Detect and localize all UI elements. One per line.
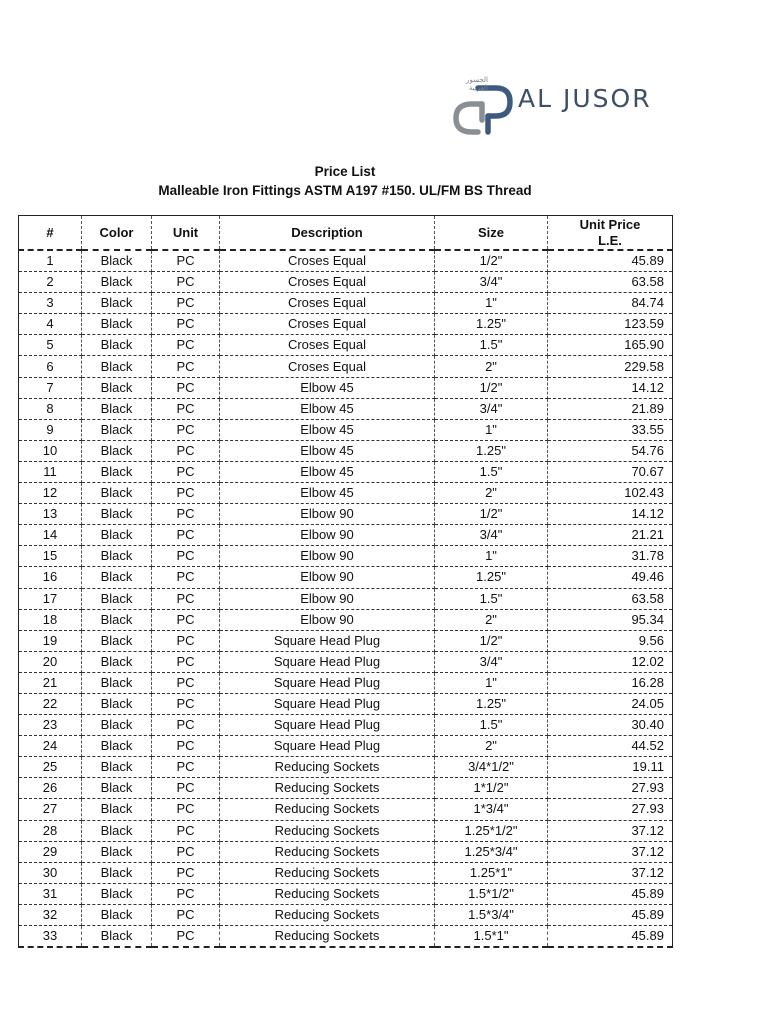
cell-size: 1" bbox=[435, 672, 548, 693]
cell-size: 1.25" bbox=[435, 693, 548, 714]
cell-color: Black bbox=[82, 504, 152, 525]
cell-color: Black bbox=[82, 440, 152, 461]
cell-size: 1.5*1/2" bbox=[435, 883, 548, 904]
cell-color: Black bbox=[82, 609, 152, 630]
cell-description: Croses Equal bbox=[220, 356, 435, 377]
cell-unit: PC bbox=[152, 778, 220, 799]
cell-unit-price: 14.12 bbox=[548, 504, 673, 525]
cell-unit-price: 63.58 bbox=[548, 272, 673, 293]
cell-size: 1.25" bbox=[435, 314, 548, 335]
cell-unit: PC bbox=[152, 335, 220, 356]
table-row bbox=[19, 272, 673, 293]
cell-unit: PC bbox=[152, 525, 220, 546]
cell-color: Black bbox=[82, 314, 152, 335]
cell-description: Elbow 90 bbox=[220, 588, 435, 609]
cell-unit: PC bbox=[152, 398, 220, 419]
cell-size: 3/4" bbox=[435, 525, 548, 546]
cell-index: 3 bbox=[19, 293, 82, 314]
table-row bbox=[19, 250, 673, 272]
cell-color: Black bbox=[82, 820, 152, 841]
table-header-row bbox=[19, 216, 673, 251]
cell-unit: PC bbox=[152, 715, 220, 736]
cell-unit: PC bbox=[152, 904, 220, 925]
cell-unit-price: 84.74 bbox=[548, 293, 673, 314]
cell-index: 7 bbox=[19, 377, 82, 398]
cell-description: Croses Equal bbox=[220, 272, 435, 293]
cell-description: Reducing Sockets bbox=[220, 778, 435, 799]
cell-color: Black bbox=[82, 250, 152, 272]
cell-index: 18 bbox=[19, 609, 82, 630]
cell-index: 28 bbox=[19, 820, 82, 841]
cell-unit: PC bbox=[152, 504, 220, 525]
cell-description: Square Head Plug bbox=[220, 651, 435, 672]
cell-color: Black bbox=[82, 904, 152, 925]
cell-color: Black bbox=[82, 672, 152, 693]
cell-description: Elbow 45 bbox=[220, 461, 435, 482]
cell-index: 8 bbox=[19, 398, 82, 419]
cell-unit: PC bbox=[152, 672, 220, 693]
cell-size: 1.5" bbox=[435, 715, 548, 736]
cell-unit: PC bbox=[152, 356, 220, 377]
cell-size: 3/4" bbox=[435, 272, 548, 293]
cell-unit-price: 45.89 bbox=[548, 250, 673, 272]
cell-index: 1 bbox=[19, 250, 82, 272]
table-row bbox=[19, 672, 673, 693]
cell-index: 21 bbox=[19, 672, 82, 693]
cell-color: Black bbox=[82, 630, 152, 651]
cell-unit-price: 12.02 bbox=[548, 651, 673, 672]
cell-unit: PC bbox=[152, 651, 220, 672]
table-row bbox=[19, 757, 673, 778]
cell-unit-price: 9.56 bbox=[548, 630, 673, 651]
cell-unit: PC bbox=[152, 567, 220, 588]
logo-brand-text: AL JUSOR bbox=[518, 84, 652, 113]
column-header-unit-price: Unit Price L.E. bbox=[548, 216, 673, 251]
cell-description: Elbow 90 bbox=[220, 525, 435, 546]
cell-description: Elbow 90 bbox=[220, 504, 435, 525]
cell-unit: PC bbox=[152, 377, 220, 398]
cell-unit: PC bbox=[152, 461, 220, 482]
cell-unit: PC bbox=[152, 883, 220, 904]
page-title: Price List bbox=[314, 164, 376, 179]
cell-color: Black bbox=[82, 588, 152, 609]
cell-unit: PC bbox=[152, 250, 220, 272]
cell-unit: PC bbox=[152, 736, 220, 757]
price-table-container bbox=[18, 215, 672, 948]
cell-description: Reducing Sockets bbox=[220, 757, 435, 778]
cell-description: Reducing Sockets bbox=[220, 926, 435, 948]
table-row bbox=[19, 398, 673, 419]
cell-unit-price: 16.28 bbox=[548, 672, 673, 693]
cell-unit-price: 49.46 bbox=[548, 567, 673, 588]
cell-size: 1" bbox=[435, 293, 548, 314]
cell-unit: PC bbox=[152, 862, 220, 883]
cell-unit-price: 37.12 bbox=[548, 820, 673, 841]
cell-color: Black bbox=[82, 778, 152, 799]
cell-index: 25 bbox=[19, 757, 82, 778]
cell-unit-price: 95.34 bbox=[548, 609, 673, 630]
table-row bbox=[19, 293, 673, 314]
cell-index: 22 bbox=[19, 693, 82, 714]
table-row bbox=[19, 525, 673, 546]
table-row bbox=[19, 778, 673, 799]
table-row bbox=[19, 651, 673, 672]
cell-description: Square Head Plug bbox=[220, 736, 435, 757]
cell-description: Elbow 45 bbox=[220, 377, 435, 398]
cell-size: 1.5" bbox=[435, 335, 548, 356]
cell-description: Reducing Sockets bbox=[220, 904, 435, 925]
cell-index: 29 bbox=[19, 841, 82, 862]
cell-color: Black bbox=[82, 335, 152, 356]
cell-color: Black bbox=[82, 926, 152, 948]
cell-description: Elbow 45 bbox=[220, 398, 435, 419]
column-header-description: Description bbox=[220, 216, 435, 251]
table-row bbox=[19, 841, 673, 862]
cell-unit-price: 37.12 bbox=[548, 862, 673, 883]
cell-color: Black bbox=[82, 272, 152, 293]
table-row bbox=[19, 483, 673, 504]
cell-index: 26 bbox=[19, 778, 82, 799]
cell-index: 30 bbox=[19, 862, 82, 883]
cell-index: 10 bbox=[19, 440, 82, 461]
cell-index: 17 bbox=[19, 588, 82, 609]
cell-size: 2" bbox=[435, 483, 548, 504]
cell-size: 1.25*3/4" bbox=[435, 841, 548, 862]
page-subtitle: Malleable Iron Fittings ASTM A197 #150. UL/FM BS Thread bbox=[158, 183, 532, 198]
cell-index: 12 bbox=[19, 483, 82, 504]
cell-index: 27 bbox=[19, 799, 82, 820]
cell-description: Elbow 90 bbox=[220, 609, 435, 630]
cell-unit-price: 63.58 bbox=[548, 588, 673, 609]
cell-unit: PC bbox=[152, 293, 220, 314]
cell-unit-price: 14.12 bbox=[548, 377, 673, 398]
cell-size: 1*3/4" bbox=[435, 799, 548, 820]
table-row bbox=[19, 715, 673, 736]
cell-description: Elbow 45 bbox=[220, 440, 435, 461]
title-block bbox=[0, 162, 690, 200]
cell-color: Black bbox=[82, 567, 152, 588]
cell-unit-price: 27.93 bbox=[548, 778, 673, 799]
cell-color: Black bbox=[82, 651, 152, 672]
cell-size: 1.25" bbox=[435, 567, 548, 588]
table-row bbox=[19, 419, 673, 440]
cell-color: Black bbox=[82, 377, 152, 398]
cell-description: Croses Equal bbox=[220, 314, 435, 335]
table-row bbox=[19, 736, 673, 757]
cell-description: Elbow 90 bbox=[220, 546, 435, 567]
cell-size: 1" bbox=[435, 546, 548, 567]
cell-description: Reducing Sockets bbox=[220, 841, 435, 862]
cell-description: Square Head Plug bbox=[220, 715, 435, 736]
price-table bbox=[18, 215, 673, 948]
cell-unit-price: 102.43 bbox=[548, 483, 673, 504]
cell-size: 1.25*1" bbox=[435, 862, 548, 883]
cell-color: Black bbox=[82, 293, 152, 314]
table-row bbox=[19, 862, 673, 883]
cell-size: 2" bbox=[435, 356, 548, 377]
cell-description: Square Head Plug bbox=[220, 693, 435, 714]
cell-unit-price: 27.93 bbox=[548, 799, 673, 820]
cell-size: 1.5*1" bbox=[435, 926, 548, 948]
cell-index: 33 bbox=[19, 926, 82, 948]
cell-size: 3/4" bbox=[435, 651, 548, 672]
cell-size: 1.25*1/2" bbox=[435, 820, 548, 841]
company-logo bbox=[448, 74, 658, 138]
cell-unit: PC bbox=[152, 799, 220, 820]
cell-color: Black bbox=[82, 862, 152, 883]
cell-unit: PC bbox=[152, 693, 220, 714]
cell-unit: PC bbox=[152, 820, 220, 841]
cell-size: 1/2" bbox=[435, 504, 548, 525]
cell-size: 1/2" bbox=[435, 377, 548, 398]
cell-unit-price: 123.59 bbox=[548, 314, 673, 335]
cell-size: 3/4*1/2" bbox=[435, 757, 548, 778]
table-row bbox=[19, 926, 673, 948]
cell-size: 2" bbox=[435, 736, 548, 757]
cell-description: Croses Equal bbox=[220, 250, 435, 272]
cell-index: 14 bbox=[19, 525, 82, 546]
cell-description: Croses Equal bbox=[220, 335, 435, 356]
cell-index: 23 bbox=[19, 715, 82, 736]
table-row bbox=[19, 461, 673, 482]
cell-unit: PC bbox=[152, 926, 220, 948]
cell-description: Square Head Plug bbox=[220, 630, 435, 651]
logo-arabic-line2: العربية bbox=[468, 84, 488, 92]
table-row bbox=[19, 567, 673, 588]
cell-unit: PC bbox=[152, 588, 220, 609]
cell-size: 1.5*3/4" bbox=[435, 904, 548, 925]
cell-unit-price: 44.52 bbox=[548, 736, 673, 757]
cell-unit-price: 37.12 bbox=[548, 841, 673, 862]
column-header-index: # bbox=[19, 216, 82, 251]
cell-size: 1.25" bbox=[435, 440, 548, 461]
cell-unit: PC bbox=[152, 757, 220, 778]
cell-size: 2" bbox=[435, 609, 548, 630]
table-row bbox=[19, 588, 673, 609]
cell-color: Black bbox=[82, 799, 152, 820]
cell-index: 9 bbox=[19, 419, 82, 440]
cell-index: 6 bbox=[19, 356, 82, 377]
table-row bbox=[19, 377, 673, 398]
cell-unit-price: 30.40 bbox=[548, 715, 673, 736]
cell-color: Black bbox=[82, 715, 152, 736]
cell-index: 13 bbox=[19, 504, 82, 525]
table-row bbox=[19, 820, 673, 841]
cell-index: 15 bbox=[19, 546, 82, 567]
cell-color: Black bbox=[82, 461, 152, 482]
cell-size: 1" bbox=[435, 419, 548, 440]
cell-index: 31 bbox=[19, 883, 82, 904]
cell-color: Black bbox=[82, 483, 152, 504]
table-row bbox=[19, 504, 673, 525]
cell-size: 1.5" bbox=[435, 461, 548, 482]
cell-index: 20 bbox=[19, 651, 82, 672]
cell-color: Black bbox=[82, 736, 152, 757]
table-row bbox=[19, 440, 673, 461]
table-row bbox=[19, 693, 673, 714]
column-header-unit: Unit bbox=[152, 216, 220, 251]
cell-index: 2 bbox=[19, 272, 82, 293]
cell-index: 11 bbox=[19, 461, 82, 482]
table-row bbox=[19, 314, 673, 335]
table-row bbox=[19, 799, 673, 820]
table-row bbox=[19, 630, 673, 651]
cell-unit-price: 45.89 bbox=[548, 926, 673, 948]
logo-arabic-text bbox=[448, 76, 488, 92]
cell-color: Black bbox=[82, 883, 152, 904]
cell-unit: PC bbox=[152, 483, 220, 504]
cell-unit-price: 165.90 bbox=[548, 335, 673, 356]
cell-color: Black bbox=[82, 841, 152, 862]
logo-arabic-line1: الجسور bbox=[466, 76, 488, 84]
cell-index: 5 bbox=[19, 335, 82, 356]
cell-unit: PC bbox=[152, 440, 220, 461]
cell-index: 4 bbox=[19, 314, 82, 335]
cell-index: 24 bbox=[19, 736, 82, 757]
cell-unit: PC bbox=[152, 546, 220, 567]
cell-unit: PC bbox=[152, 841, 220, 862]
cell-color: Black bbox=[82, 525, 152, 546]
cell-color: Black bbox=[82, 757, 152, 778]
cell-color: Black bbox=[82, 356, 152, 377]
cell-color: Black bbox=[82, 693, 152, 714]
cell-size: 1.5" bbox=[435, 588, 548, 609]
table-row bbox=[19, 904, 673, 925]
table-row bbox=[19, 883, 673, 904]
cell-unit-price: 24.05 bbox=[548, 693, 673, 714]
cell-unit: PC bbox=[152, 419, 220, 440]
cell-unit: PC bbox=[152, 314, 220, 335]
cell-color: Black bbox=[82, 546, 152, 567]
cell-description: Square Head Plug bbox=[220, 672, 435, 693]
cell-description: Reducing Sockets bbox=[220, 883, 435, 904]
cell-size: 1*1/2" bbox=[435, 778, 548, 799]
cell-unit: PC bbox=[152, 630, 220, 651]
cell-unit-price: 54.76 bbox=[548, 440, 673, 461]
column-header-size: Size bbox=[435, 216, 548, 251]
table-row bbox=[19, 546, 673, 567]
cell-size: 1/2" bbox=[435, 250, 548, 272]
cell-index: 32 bbox=[19, 904, 82, 925]
cell-size: 1/2" bbox=[435, 630, 548, 651]
cell-color: Black bbox=[82, 419, 152, 440]
cell-description: Reducing Sockets bbox=[220, 820, 435, 841]
cell-unit-price: 33.55 bbox=[548, 419, 673, 440]
cell-unit-price: 19.11 bbox=[548, 757, 673, 778]
cell-description: Croses Equal bbox=[220, 293, 435, 314]
cell-unit-price: 229.58 bbox=[548, 356, 673, 377]
cell-size: 3/4" bbox=[435, 398, 548, 419]
cell-unit-price: 70.67 bbox=[548, 461, 673, 482]
cell-unit-price: 21.89 bbox=[548, 398, 673, 419]
cell-unit: PC bbox=[152, 609, 220, 630]
cell-color: Black bbox=[82, 398, 152, 419]
cell-index: 16 bbox=[19, 567, 82, 588]
cell-unit-price: 45.89 bbox=[548, 904, 673, 925]
cell-unit: PC bbox=[152, 272, 220, 293]
table-row bbox=[19, 356, 673, 377]
cell-description: Elbow 45 bbox=[220, 419, 435, 440]
cell-unit-price: 45.89 bbox=[548, 883, 673, 904]
cell-index: 19 bbox=[19, 630, 82, 651]
cell-unit-price: 31.78 bbox=[548, 546, 673, 567]
cell-description: Elbow 90 bbox=[220, 567, 435, 588]
column-header-color: Color bbox=[82, 216, 152, 251]
cell-unit-price: 21.21 bbox=[548, 525, 673, 546]
cell-description: Reducing Sockets bbox=[220, 862, 435, 883]
cell-description: Reducing Sockets bbox=[220, 799, 435, 820]
table-row bbox=[19, 335, 673, 356]
cell-description: Elbow 45 bbox=[220, 483, 435, 504]
table-body bbox=[19, 250, 673, 947]
table-row bbox=[19, 609, 673, 630]
